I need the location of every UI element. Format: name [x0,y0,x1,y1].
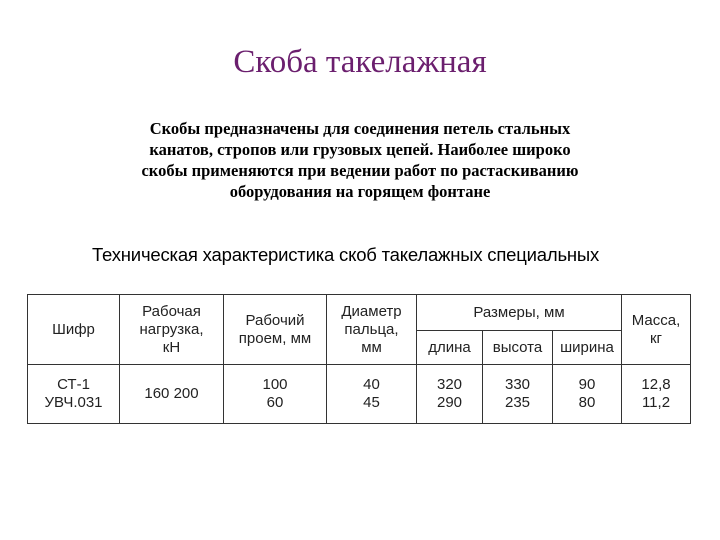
cell-length-line: 320 [436,376,463,393]
cell-height-line: 235 [504,394,531,411]
description-line: скобы применяются при ведении работ по растаскиванию [141,161,579,180]
header-pin-line: Диаметр [341,302,402,320]
cell-code [28,365,120,424]
table-header-row [28,295,691,331]
table-row [28,365,691,424]
cell-mass-line: 12,8 [641,376,671,393]
cell-width-line: 80 [578,394,596,411]
header-pin-line: пальца, [344,320,399,338]
header-height: высота [483,331,553,365]
cell-length [417,365,483,424]
cell-load: 160 200 [120,365,224,424]
header-opening-line: проем, мм [238,329,312,347]
header-width: ширина [553,331,622,365]
cell-width-line: 90 [578,376,596,393]
header-load-line: нагрузка, [139,320,204,338]
header-opening [224,295,327,365]
header-pin-line: мм [361,338,382,356]
cell-pin [327,365,417,424]
header-mass [622,295,691,365]
description-line: канатов, стропов или грузовых цепей. Наиболее широко [149,140,571,159]
header-mass-line: Масса, [631,311,681,329]
header-opening-line: Рабочий [245,311,305,329]
cell-code-line: УВЧ.031 [44,394,103,411]
description-paragraph [60,118,660,202]
header-dimensions-label: Размеры, мм [473,303,565,321]
header-length: длина [417,331,483,365]
header-load [120,295,224,365]
cell-code-line: СТ-1 [57,376,90,393]
cell-opening-line: 100 [262,376,288,393]
header-code [28,295,120,365]
header-load-line: Рабочая [142,302,201,320]
description-line: Скобы предназначены для соединения петель стальных [149,119,571,138]
header-pin [327,295,417,365]
spec-table [27,294,691,424]
cell-mass [622,365,691,424]
cell-pin-line: 40 [363,376,380,393]
cell-opening [224,365,327,424]
table-caption: Техническая характеристика скоб такелажных специальных [92,244,600,265]
cell-length-line: 290 [436,394,463,411]
header-code-label: Шифр [52,320,95,338]
slide-title: Скоба такелажная [233,44,487,80]
cell-opening-line: 60 [266,394,284,411]
cell-pin-line: 45 [363,394,380,411]
header-dimensions [417,295,622,331]
description-line: оборудования на горящем фонтане [229,182,491,201]
cell-height-line: 330 [504,376,531,393]
cell-mass-line: 11,2 [641,394,671,411]
header-load-line: кН [162,338,181,356]
header-mass-line: кг [649,329,663,347]
cell-height [483,365,553,424]
cell-width [553,365,622,424]
